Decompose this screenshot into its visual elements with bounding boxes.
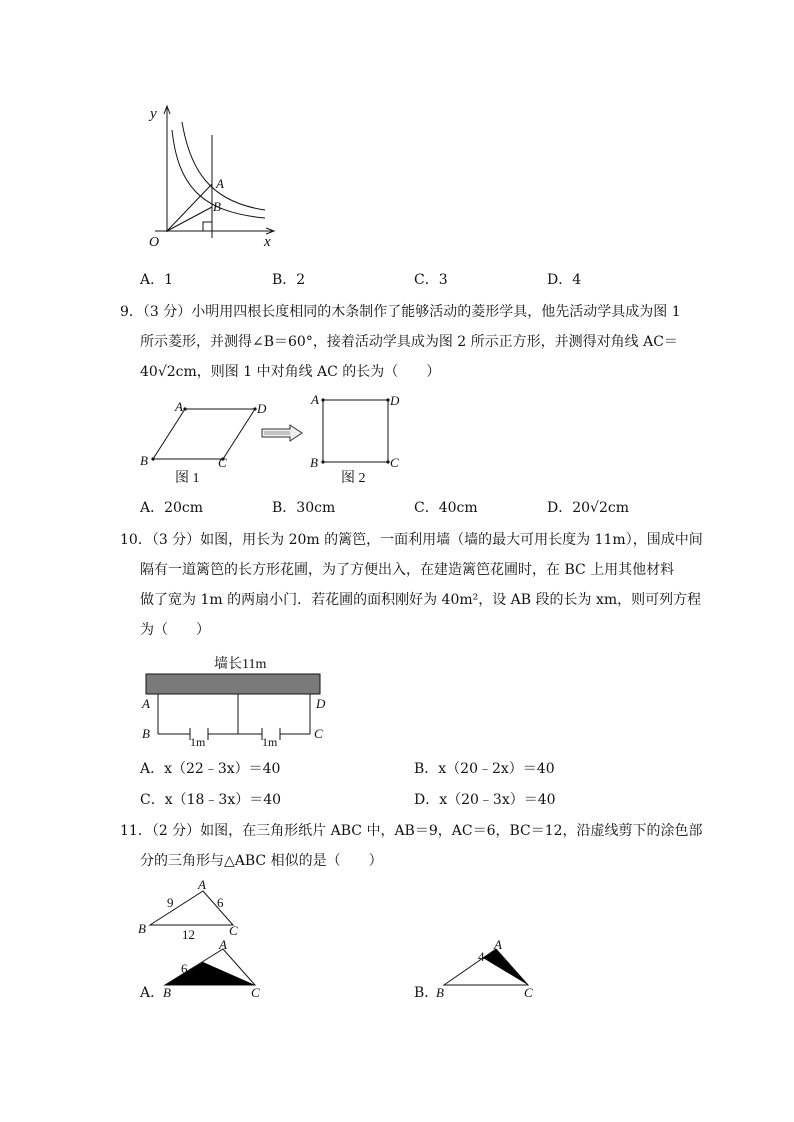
opt-a-b: B	[163, 985, 171, 1000]
q11-line-2: 分的三角形与△ABC 相似的是（ ）	[140, 853, 383, 869]
q9-figure-2	[305, 390, 415, 490]
tri-b: B	[138, 921, 146, 936]
door-2-label: 1m	[262, 735, 278, 749]
q11-option-a-label: A．	[140, 985, 165, 1001]
q9-option-a: A．20cm	[140, 500, 204, 516]
tri-bc-length: 12	[182, 927, 195, 942]
q9-figure-1	[135, 395, 275, 490]
tri-ab-length: 9	[167, 895, 174, 910]
fig2-a: A	[311, 392, 319, 407]
q11-line-1: 11．（2 分）如图，在三角形纸片 ABC 中，AB＝9，AC＝6，BC＝12，沿虚线剪下的涂色部	[120, 823, 703, 839]
q10-option-a: A．x（22﹣3x）＝40	[140, 761, 281, 777]
opt-b-length: 4	[478, 949, 485, 964]
fig1-caption: 图 1	[175, 471, 200, 486]
q10-line-1: 10．（3 分）如图，用长为 20m 的篱笆，一面利用墙（墙的最大可用长度为 11m），围成中间	[120, 532, 703, 548]
q10-option-b: B．x（20﹣2x）＝40	[414, 761, 555, 777]
q9-line-2: 所示菱形，并测得∠B＝60°，接着活动学具成为图 2 所示正方形，并测得对角线 AC＝	[140, 334, 678, 350]
opt-b-c: C	[524, 985, 533, 1000]
fig2-c: C	[390, 455, 399, 470]
opt-b-b: B	[436, 985, 444, 1000]
fig1-a: A	[175, 399, 183, 414]
opt-a-c: C	[251, 985, 260, 1000]
x-axis-label: x	[264, 234, 271, 250]
q8-option-b: B．2	[272, 272, 306, 288]
q10-line-2: 隔有一道篱笆的长方形花圃，为了方便出入，在建造篱笆花圃时，在 BC 上用其他材料	[140, 562, 675, 578]
q10-line-4: 为（ ）	[140, 622, 210, 638]
q9-line-1: 9．（3 分）小明用四根长度相同的木条制作了能够活动的菱形学具，他先活动学具成为图 1	[120, 304, 681, 320]
origin-label: O	[149, 235, 160, 250]
opt-b-a: A	[494, 937, 502, 952]
door-1-label: 1m	[190, 735, 206, 749]
q8-graph	[140, 100, 280, 250]
fig1-d: D	[257, 401, 267, 416]
fig1-c: C	[218, 455, 227, 470]
q10-line-3: 做了宽为 1m 的两扇小门．若花圃的面积刚好为 40m²，设 AB 段的长为 xm，则可列方程	[140, 592, 702, 608]
wall-b: B	[142, 726, 150, 741]
point-a-label: A	[216, 176, 224, 191]
fig1-b: B	[140, 453, 148, 468]
tri-c: C	[229, 923, 238, 938]
tri-a: A	[198, 877, 206, 892]
q9-line-3: 40√2cm，则图 1 中对角线 AC 的长为（ ）	[140, 364, 441, 380]
fig2-b: B	[310, 455, 318, 470]
arrow-icon	[260, 425, 304, 441]
q10-option-c: C．x（18﹣3x）＝40	[140, 792, 282, 808]
opt-a-length: 6	[181, 961, 188, 976]
q9-option-b: B．30cm	[272, 500, 336, 516]
q11-option-b-figure	[430, 937, 550, 1000]
q9-option-d: D．20√2cm	[547, 500, 629, 516]
point-b-label: B	[213, 199, 221, 214]
fig2-caption: 图 2	[341, 471, 366, 486]
wall-a: A	[142, 696, 150, 711]
wall-d: D	[316, 696, 326, 711]
q10-option-d: D．x（20﹣3x）＝40	[414, 792, 556, 808]
q10-figure	[138, 652, 338, 752]
q8-option-c: C．3	[414, 272, 448, 288]
q8-option-a: A．1	[140, 272, 174, 288]
q11-triangle-abc	[135, 875, 245, 945]
y-axis-label: y	[150, 106, 157, 122]
opt-a-a: A	[219, 937, 227, 952]
tri-ac-length: 6	[217, 895, 224, 910]
wall-c: C	[314, 726, 323, 741]
q11-option-a-figure	[155, 937, 275, 1000]
q11-option-b-label: B．	[414, 985, 439, 1001]
wall-label: 墙长11m	[214, 657, 267, 672]
q8-option-d: D．4	[547, 272, 582, 288]
q9-option-c: C．40cm	[414, 500, 478, 516]
fig2-d: D	[390, 393, 400, 408]
